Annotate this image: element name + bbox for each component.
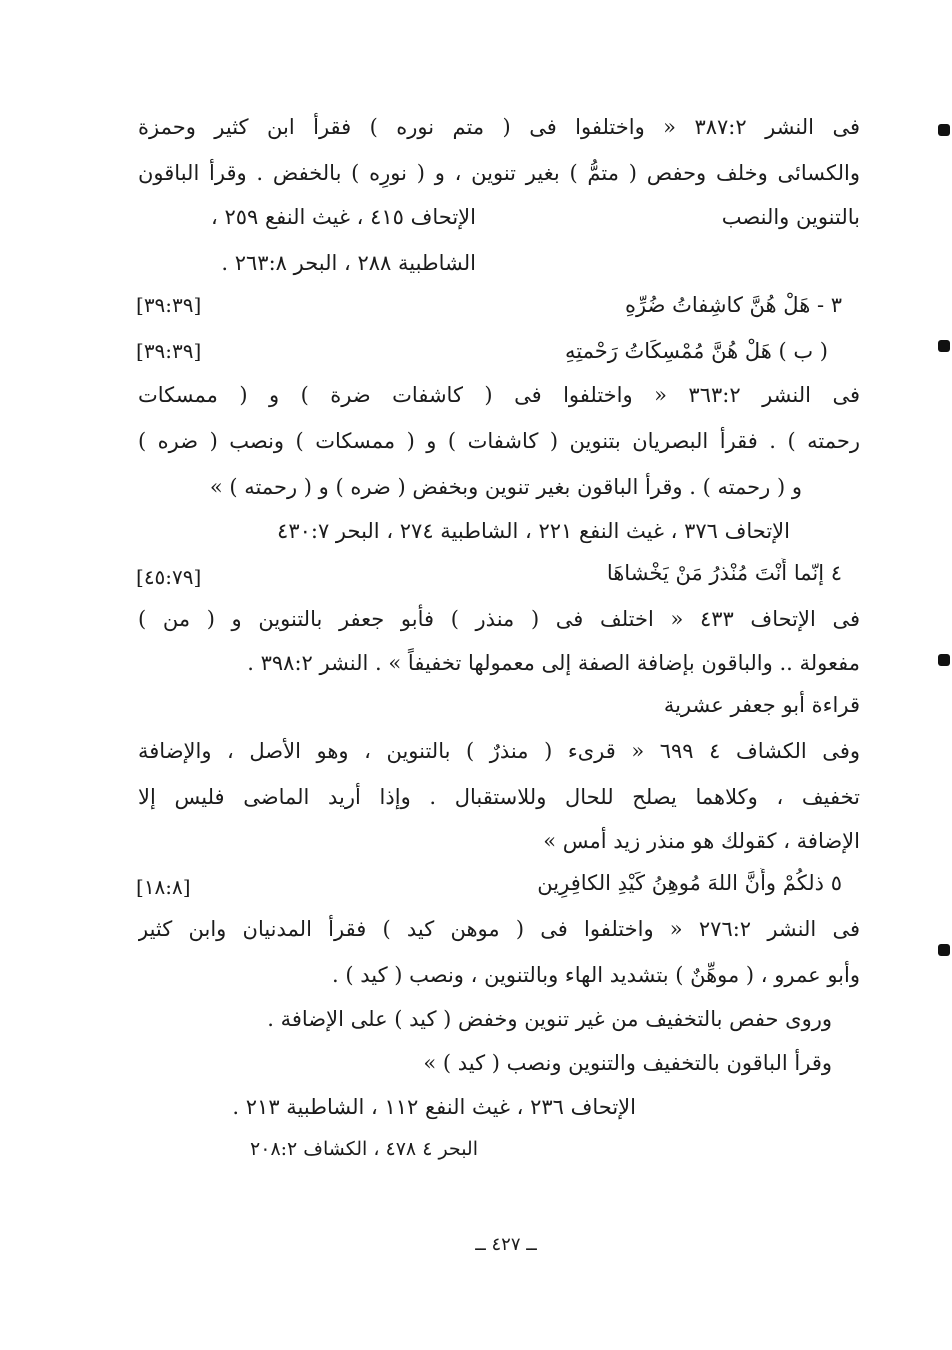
text-line: و ( رحمته ) . وقرأ الباقون بغير تنوين وبخفض ( ضره ) و ( رحمته ) » [209, 475, 802, 499]
text-line: فى النشر ٣٦٣:٢ « واختلفوا فى ( كاشفات ضرة ) و ( ممسكات [138, 383, 860, 407]
verse-reference: [٣٩:٣٩] [136, 339, 202, 363]
verse-reference: [١٨:٨] [136, 875, 191, 899]
text-line: مفعولة .. والباقون بإضافة الصفة إلى معمولها تخفيفاً » . النشر ٣٩٨:٢ . [247, 651, 860, 675]
verse-reference: [٣٩:٣٩] [136, 293, 202, 317]
text-line: فى النشر ٢٧٦:٢ « واختلفوا فى ( موهن كيد ) فقرأ المدنيان وابن كثير [138, 917, 860, 941]
verse-line: ٤ إنّما أَنْتَ مُنْذرُ مَنْ يَخْشاهَا [606, 561, 842, 585]
page-number: ــ ٤٢٧ ــ [475, 1234, 537, 1255]
text-line: وأبو عمرو ، ( موهِّنٌ ) بتشديد الهاء وبالتنوين ، ونصب ( كيد ) . [332, 963, 860, 987]
text-line: تخفيف ، وكلاهما يصلح للحال وللاستقبال . وإذا أريد الماضى فليس إلا [138, 785, 860, 809]
text-line: فى النشر ٣٨٧:٢ « واختلفوا فى ( متم نوره ) فقرأ ابن كثير وحمزة [138, 115, 860, 139]
text-line: الإضافة ، كقولك هو منذر زيد أمس » [543, 829, 860, 853]
margin-mark [938, 340, 950, 352]
text-line: وقرأ الباقون بالتخفيف والتنوين ونصب ( كيد ) » [423, 1051, 832, 1075]
text-line: وفى الكشاف ٤ ٦٩٩ « قرىء ( منذرٌ ) بالتنوين ، وهو الأصل ، والإضافة [138, 739, 860, 763]
verse-line: ٥ ذلكُمْ وأَنَّ اللهَ مُوهِنُ كَيْدِ الكافِرِين [537, 871, 842, 895]
margin-mark [938, 124, 950, 136]
verse-reference: [٤٥:٧٩] [136, 565, 202, 589]
text-line: الإتحاف ٣٧٦ ، غيث النفع ٢٢١ ، الشاطبية ٢٧٤ ، البحر ٤٣٠:٧ [277, 519, 790, 543]
verse-line: ( ب ) هَلْ هُنَّ مُمْسِكَاتُ رَحْمتِهِ [565, 339, 828, 363]
text-line: البحر ٤ ٤٧٨ ، الكشاف ٢٠٨:٢ [250, 1138, 478, 1160]
text-line: وروى حفص بالتخفيف من غير تنوين وخفض ( كيد ) على الإضافة . [267, 1007, 832, 1031]
text-line: الإتحاف ٤١٥ ، غيث النفع ٢٥٩ ، [211, 205, 476, 229]
text-line: الإتحاف ٢٣٦ ، غيث النفع ١١٢ ، الشاطبية ٢١٣ . [232, 1095, 636, 1119]
text-line: بالتنوين والنصب [721, 205, 860, 229]
text-line: فى الإتحاف ٤٣٣ « اختلف فى ( منذر ) فأبو جعفر بالتنوين و ( من ) [138, 607, 860, 631]
text-line: الشاطبية ٢٨٨ ، البحر ٢٦٣:٨ . [221, 251, 476, 275]
text-line: رحمته ) . فقرأ البصريان بتنوين ( كاشفات ) و ( ممسكات ) ونصب ( ضره ) [138, 429, 860, 453]
margin-mark [938, 944, 950, 956]
verse-line: ٣ - هَلْ هُنَّ كاشِفاتُ ضُرِّهِ [625, 293, 842, 317]
text-line: والكسائى وخلف وحفص ( متمُّ ) بغير تنوين ، و ( نورِه ) بالخفض . وقرأ الباقون [138, 161, 860, 185]
margin-mark [938, 654, 950, 666]
text-line: قراءة أبو جعفر عشرية [663, 693, 860, 717]
